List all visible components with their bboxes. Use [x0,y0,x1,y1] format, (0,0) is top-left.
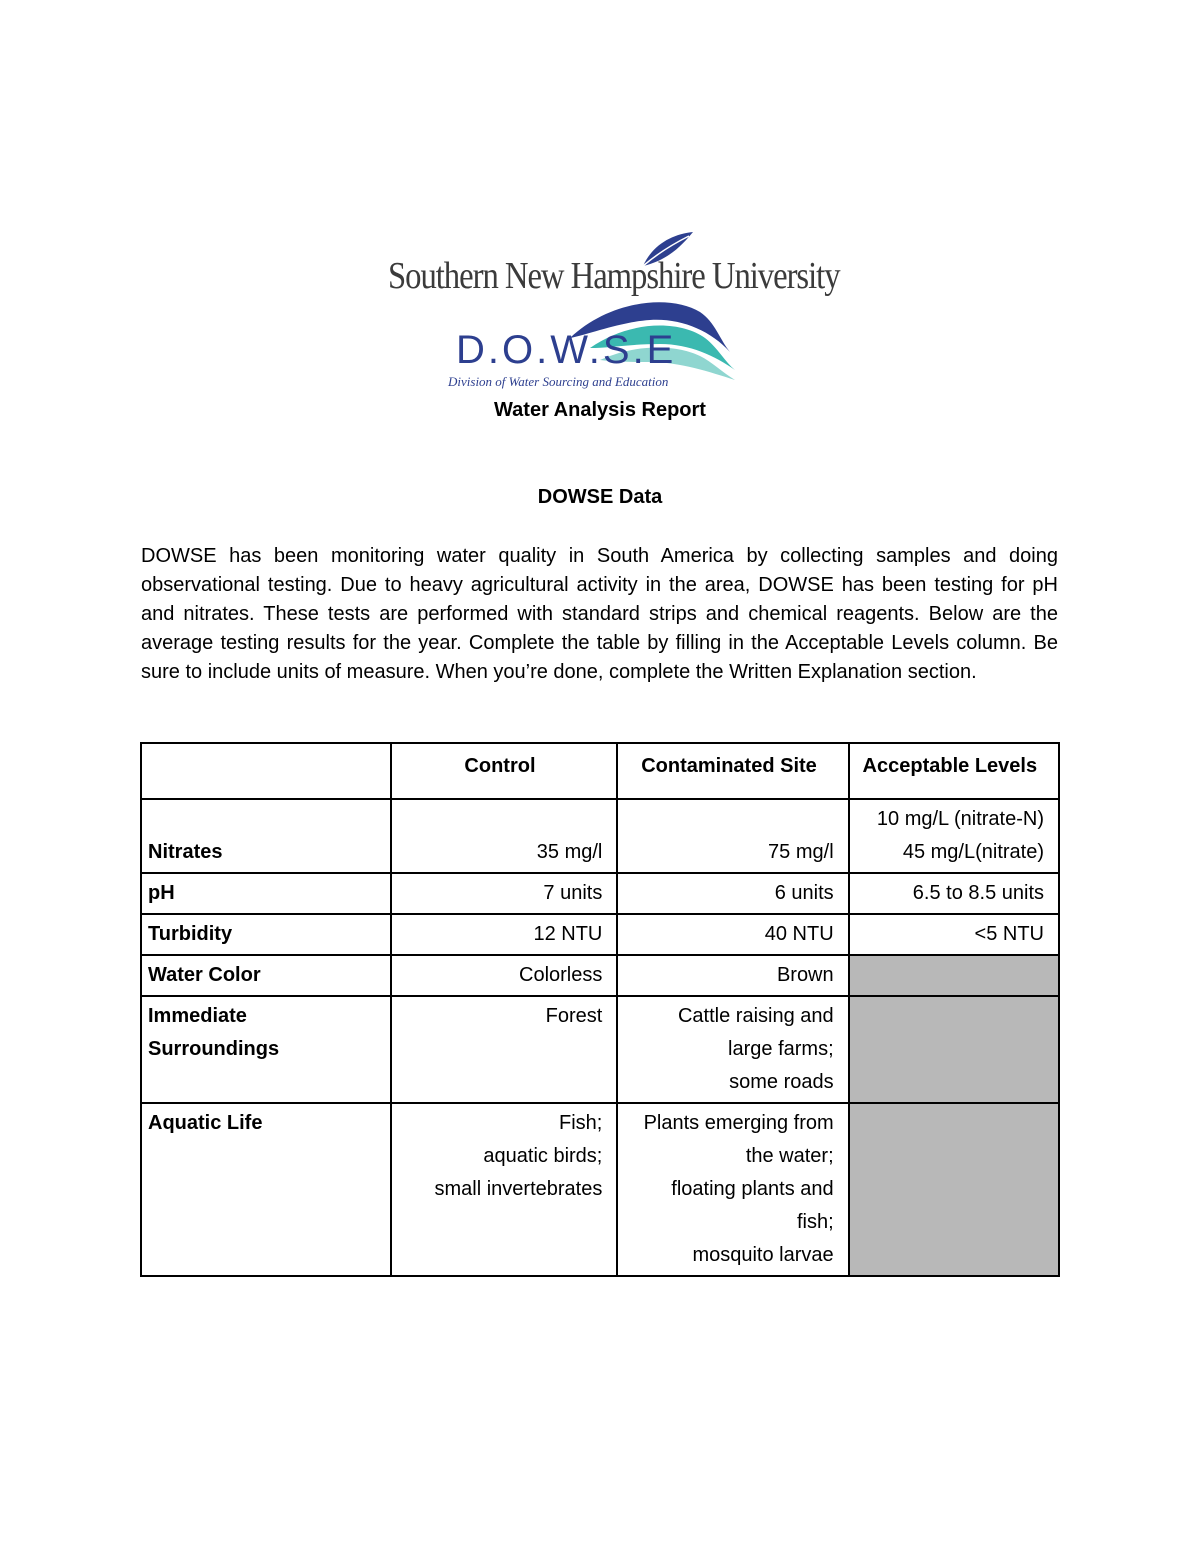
section-title: DOWSE Data [537,486,663,508]
control-line: Fish; [559,1112,603,1134]
row-label: Water Color [141,955,391,996]
row-label: Turbidity [141,914,391,955]
control-line: aquatic birds; [483,1145,603,1167]
acceptable-cell-shaded [849,1103,1059,1276]
control-cell: 12 NTU [391,914,618,955]
contaminated-cell: 6 units [617,873,848,914]
header-acceptable-levels: Acceptable Levels [849,743,1059,799]
contaminated-line: fish; [796,1211,834,1233]
label-line: Immediate [148,1005,247,1027]
contaminated-cell: Brown [617,955,848,996]
table-row [141,873,1059,914]
contaminated-line: floating plants and [671,1178,834,1200]
table-header-row [141,743,1059,799]
acceptable-cell-shaded [849,996,1059,1103]
contaminated-cell [617,1103,848,1276]
table-row [141,955,1059,996]
table-row [141,996,1059,1103]
dowse-tagline: Division of Water Sourcing and Education [448,374,669,389]
contaminated-line: some roads [729,1071,834,1093]
control-cell [391,1103,618,1276]
dowse-wordmark: D.O.W.S.E [456,328,677,372]
contaminated-line: the water; [745,1145,834,1167]
acceptable-cell: 6.5 to 8.5 units [849,873,1059,914]
intro-paragraph: DOWSE has been monitoring water quality in South America by collecting samples and doing observational testing. Due to heavy agricultural activity in the area, DOWSE has been testing for pH and nitrates. These tests are performed with standard strips and chemical reagents. Below are the average testing results for the year. Complete the table by filling in the Acceptable Levels column. Be sure to include units of measure. When you’re done, complete the Written Explanation section. [141,545,1058,683]
contaminated-cell: 75 mg/l [617,799,848,873]
control-cell: 35 mg/l [391,799,618,873]
contaminated-line: Cattle raising and [677,1005,834,1027]
table-row [141,1103,1059,1276]
university-name: Southern New Hampshire University [388,255,840,297]
acceptable-cell: <5 NTU [849,914,1059,955]
contaminated-cell [617,996,848,1103]
contaminated-line: mosquito larvae [692,1244,834,1266]
row-label: Nitrates [141,799,391,873]
table-row [141,799,1059,873]
control-cell: 7 units [391,873,618,914]
acceptable-cell-shaded [849,955,1059,996]
header-contaminated-site: Contaminated Site [617,743,848,799]
row-label [141,996,391,1103]
row-label: pH [141,873,391,914]
contaminated-cell: 40 NTU [617,914,848,955]
report-title: Water Analysis Report [494,399,706,421]
label-line: Surroundings [148,1038,280,1060]
row-label: Aquatic Life [141,1103,391,1276]
acceptable-line: 45 mg/L(nitrate) [902,841,1044,863]
control-cell: Forest [391,996,618,1103]
header-blank [141,743,391,799]
snhu-dowse-logo [380,228,840,398]
dowse-data-table [140,742,1060,1277]
contaminated-line: large farms; [728,1038,834,1060]
acceptable-cell [849,799,1059,873]
acceptable-line: 10 mg/L (nitrate-N) [876,808,1044,830]
contaminated-line: Plants emerging from [643,1112,834,1134]
control-cell: Colorless [391,955,618,996]
table-row [141,914,1059,955]
control-line: small invertebrates [434,1178,603,1200]
header-control: Control [391,743,618,799]
